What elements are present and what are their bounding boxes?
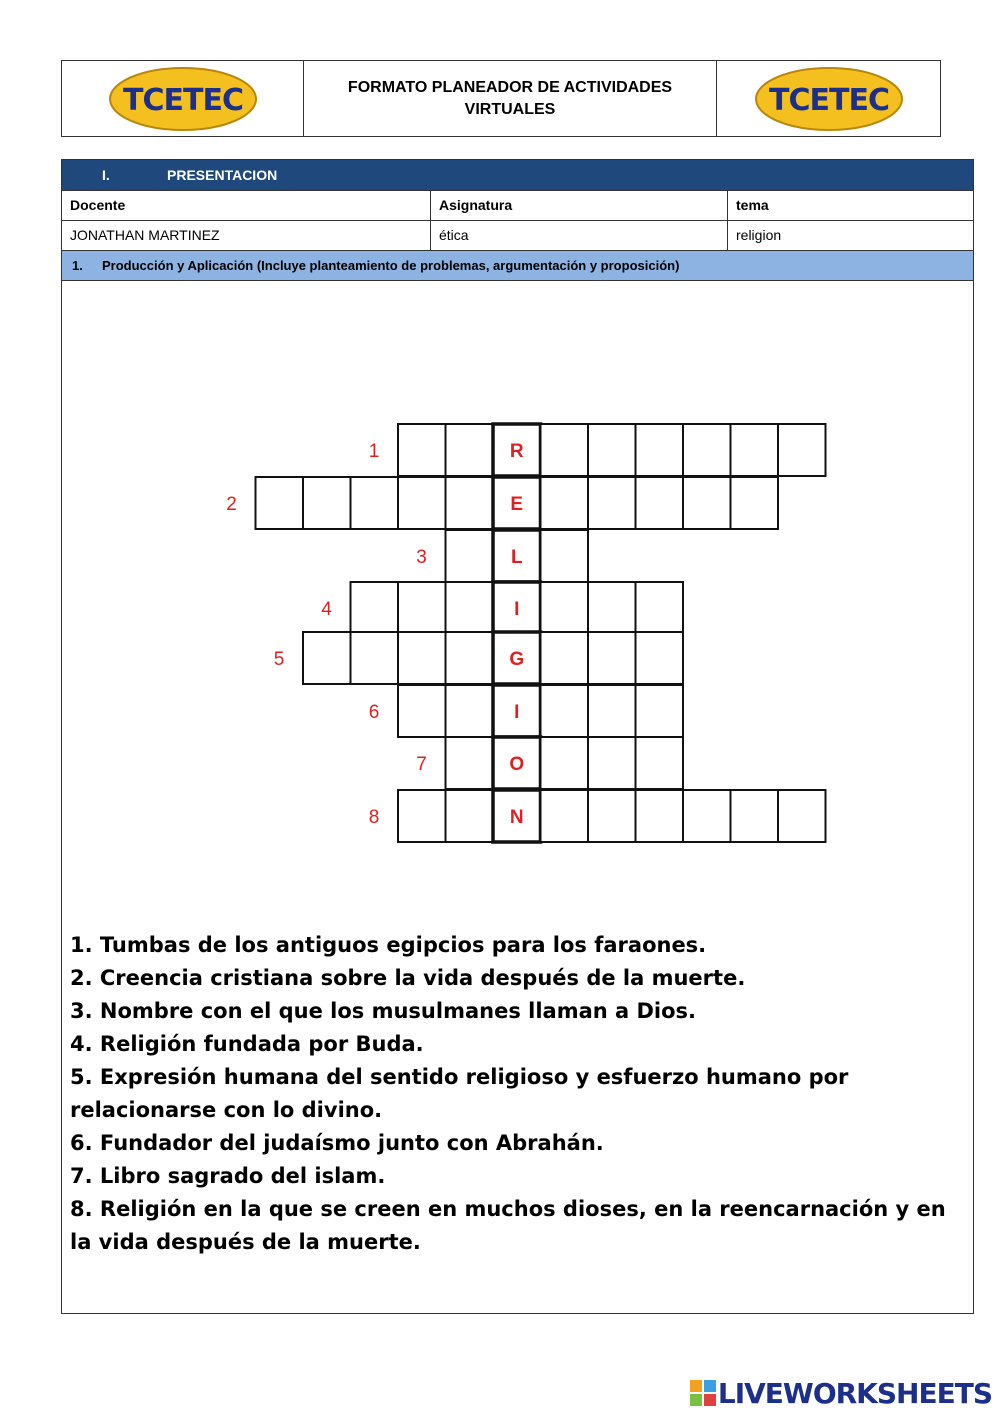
answer-cell[interactable] [636,790,684,842]
answer-cell[interactable] [446,685,494,737]
clue-list [70,929,970,1259]
keyword-letter: I [514,702,520,723]
clue-number: 8 [368,807,380,828]
answer-cell[interactable] [731,477,779,529]
answer-cell[interactable] [398,477,446,529]
answer-cell[interactable] [541,530,589,582]
answer-cell[interactable] [636,582,684,634]
answer-cell[interactable] [541,424,589,476]
answer-cell[interactable] [351,632,399,684]
header-table [61,60,941,137]
answer-cell[interactable] [351,477,399,529]
clue-1: 1. Tumbas de los antiguos egipcios para los faraones. [70,933,707,957]
answer-cell[interactable] [778,790,826,842]
clue-5: 5. Expresión humana del sentido religioso y esfuerzo humano por relacionarse con lo divino. [70,1065,849,1122]
logo-left-cell [62,61,304,136]
answer-cell[interactable] [446,424,494,476]
presentation-table [61,159,974,281]
docente-header: Docente [62,191,431,220]
answer-cell[interactable] [446,632,494,684]
presentation-band [62,160,973,190]
liveworksheets-text: LIVEWORKSHEETS [717,1376,992,1410]
clue-number: 7 [416,754,427,775]
answer-cell[interactable] [588,790,636,842]
subsection-band [62,250,973,280]
answer-cell[interactable] [446,530,494,582]
title-line-2: VIRTUALES [464,100,556,118]
answer-cell[interactable] [398,632,446,684]
value-row [62,220,973,250]
clue-6: 6. Fundador del judaísmo junto con Abrahán. [70,1131,604,1155]
answer-cell[interactable] [588,632,636,684]
answer-cell[interactable] [778,424,826,476]
answer-cell[interactable] [683,424,731,476]
tema-header: tema [736,197,769,213]
crossword-grid [62,279,973,879]
keyword-letter: L [510,547,523,568]
clue-number: 5 [273,649,285,670]
keyword-letter: E [510,494,524,515]
logo-left-text: TCETEC [122,82,243,118]
title-line-1: FORMATO PLANEADOR DE ACTIVIDADES [347,78,673,96]
logo-right-cell [717,61,940,136]
clue-number: 6 [368,702,380,723]
answer-cell[interactable] [588,685,636,737]
answer-cell[interactable] [398,424,446,476]
answer-cell[interactable] [683,790,731,842]
answer-cell[interactable] [541,790,589,842]
clue-7: 7. Libro sagrado del islam. [70,1164,386,1188]
answer-cell[interactable] [541,582,589,634]
answer-cell[interactable] [446,737,494,789]
section-number: I. [102,167,110,183]
clue-3: 3. Nombre con el que los musulmanes llaman a Dios. [70,999,697,1023]
clue-number: 1 [368,441,380,462]
answer-cell[interactable] [636,424,684,476]
logo-right-text: TCETEC [768,82,889,118]
answer-cell[interactable] [303,477,351,529]
activity-content [61,279,974,1314]
answer-cell[interactable] [731,790,779,842]
answer-cell[interactable] [398,685,446,737]
asignatura-value: ética [431,221,728,250]
answer-cell[interactable] [588,424,636,476]
answer-cell[interactable] [351,582,399,634]
answer-cell[interactable] [731,424,779,476]
answer-cell[interactable] [303,632,351,684]
answer-cell[interactable] [541,685,589,737]
answer-cell[interactable] [636,632,684,684]
header-row [62,190,973,220]
docente-value: JONATHAN MARTINEZ [62,221,431,250]
document-title [304,61,717,136]
section-title: PRESENTACION [167,167,278,183]
answer-cell[interactable] [398,582,446,634]
tema-value: religion [736,227,782,243]
answer-cell[interactable] [588,582,636,634]
clue-4: 4. Religión fundada por Buda. [70,1032,424,1056]
answer-cell[interactable] [256,477,304,529]
keyword-letter: G [509,649,525,670]
liveworksheets-icon [690,1380,716,1406]
clue-number: 3 [416,547,427,568]
subsection-number: 1. [72,258,83,273]
keyword-letter: R [509,441,524,462]
answer-cell[interactable] [398,790,446,842]
clue-number: 2 [226,494,237,515]
answer-cell[interactable] [588,477,636,529]
asignatura-header: Asignatura [431,191,728,220]
answer-cell[interactable] [683,477,731,529]
answer-cell[interactable] [446,790,494,842]
answer-cell[interactable] [541,737,589,789]
clue-number: 4 [321,599,332,620]
answer-cell[interactable] [446,477,494,529]
logo-left [108,66,258,132]
answer-cell[interactable] [636,737,684,789]
answer-cell[interactable] [636,685,684,737]
subsection-title: Producción y Aplicación (Incluye planteamiento de problemas, argumentación y proposición) [102,258,680,273]
answer-cell[interactable] [541,477,589,529]
keyword-letter: O [509,754,525,775]
logo-right [754,66,904,132]
answer-cell[interactable] [636,477,684,529]
liveworksheets-logo [690,1375,992,1411]
answer-cell[interactable] [446,582,494,634]
answer-cell[interactable] [588,737,636,789]
keyword-letter: I [514,599,520,620]
clue-2: 2. Creencia cristiana sobre la vida después de la muerte. [70,966,746,990]
answer-cell[interactable] [541,632,589,684]
keyword-letter: N [509,807,524,828]
clue-8: 8. Religión en la que se creen en muchos dioses, en la reencarnación y en la vida después de la muerte. [70,1197,946,1254]
